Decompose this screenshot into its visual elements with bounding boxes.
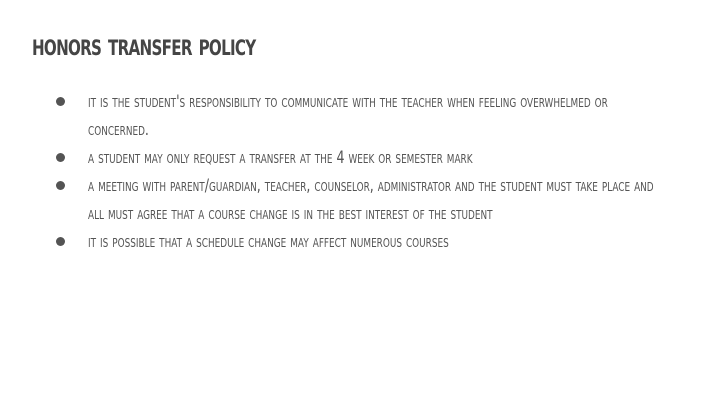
bullet-dot-icon xyxy=(56,153,65,162)
bullet-item xyxy=(52,228,672,256)
bullet-text: a meeting with parent/guardian, teacher, counselor, administrator and the student must take place and all must agree that a course change is in the best interest of the student xyxy=(88,176,654,224)
bullet-dot-icon xyxy=(56,181,65,190)
bullet-item xyxy=(52,172,672,228)
bullet-text: a student may only request a transfer at the 4 week or semester mark xyxy=(88,148,473,168)
bullet-text: it is the student's responsibility to communicate with the teacher when feeling overwhelmed or concerned. xyxy=(88,92,608,140)
slide-title: honors transfer policy xyxy=(32,28,256,63)
bullet-list xyxy=(52,88,672,256)
bullet-dot-icon xyxy=(56,237,65,246)
bullet-item xyxy=(52,88,672,144)
bullet-dot-icon xyxy=(56,97,65,106)
bullet-text: it is possible that a schedule change may affect numerous courses xyxy=(88,232,449,252)
bullet-item xyxy=(52,144,672,172)
